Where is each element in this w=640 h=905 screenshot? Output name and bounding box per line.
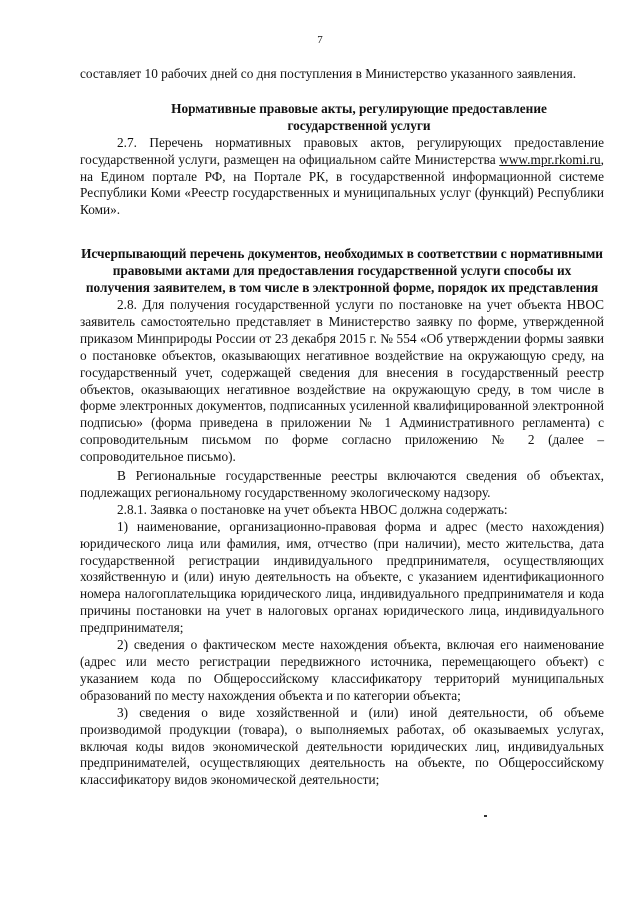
document-body — [80, 66, 604, 789]
section-heading-documents: Исчерпывающий перечень документов, необходимых в соответствии с нормативными правовыми актами для предоставления государственной услуги способы их получения заявителем, в том числе в электронной форме, порядок их представления — [81, 246, 603, 296]
ministry-site-link[interactable]: www.mpr.rkomi.ru — [499, 151, 601, 167]
list-item-3: 3) сведения о виде хозяйственной и (или) иной деятельности, об объеме производимой продукции (товара), о выполняемых работах, об оказываемых услугах, включая коды видов экономической деятельности юридических лиц, индивидуальных предпринимателей, осуществляющих деятельность на объекте, по Общероссийскому классификатору видов экономической деятельности; — [80, 704, 604, 788]
list-item-2: 2) сведения о фактическом месте нахождения объекта, включая его наименование (адрес или место регистрации передвижного источника, перемещающего объект) с указанием кода по Общероссийскому классификатору территорий муниципальных образований по месту нахождения объекта и по категории объекта; — [80, 637, 604, 703]
page-number: 7 — [317, 34, 323, 46]
intro-paragraph: составляет 10 рабочих дней со дня поступления в Министерство указанного заявления. — [80, 66, 577, 81]
list-item-1: 1) наименование, организационно-правовая форма и адрес (место нахождения) юридического лица или фамилия, имя, отчество (при наличии), место жительства, дата государственной регистрации индивидуального предпринимателя, осуществляющих хозяйственную и (или) иную деятельность на объекте, с указанием идентификационного номера налогоплательщика юридического лица, индивидуального предпринимателя и кода причины постановки на учет в налоговых органах юридического лица, индивидуального предпринимателя; — [80, 518, 604, 636]
paragraph-2-8-1: 2.8.1. Заявка о постановке на учет объекта НВОС должна содержать: — [117, 501, 508, 517]
paragraph-2-8: 2.8. Для получения государственной услуги по постановке на учет объекта НВОС заявитель самостоятельно представляет в Министерство заявку по форме, утвержденной приказом Минприроды России от 23 декабря 2015 г. № 554 «Об утверждении формы заявки о постановке объектов, оказывающих негативное воздействие на окружающую среду, на государственный учет, содержащей сведения для внесения в государственный реестр объектов, оказывающих негативное воздействие на окружающую среду, в том числе в форме электронных документов, подписанных усиленной квалифицированной электронной подписью» (форма приведена в приложении № 1 Административного регламента) с сопроводительным письмом по форме согласно приложению № 2 (далее – сопроводительное письмо). — [80, 296, 604, 465]
paragraph-registries: В Региональные государственные реестры включаются сведения об объектах, подлежащих региональному государственному экологическому надзору. — [80, 468, 604, 500]
paragraph-2-7-text: 2.7. Перечень нормативных правовых актов, регулирующих предоставление государственной услуги, размещен на официальном сайте Министерства — [80, 134, 604, 167]
scan-mark — [484, 815, 487, 817]
section-heading-normative-acts: Нормативные правовые акты, регулирующие предоставление государственной услуги — [171, 100, 547, 133]
paragraph-2-7 — [80, 135, 604, 220]
paragraph-2-7-text-end: , на Едином портале РФ, на Портале РК, в государственной информационной системе Республики Коми «Реестр государственных и муниципальных услуг (функций) Республики Коми». — [80, 151, 604, 218]
